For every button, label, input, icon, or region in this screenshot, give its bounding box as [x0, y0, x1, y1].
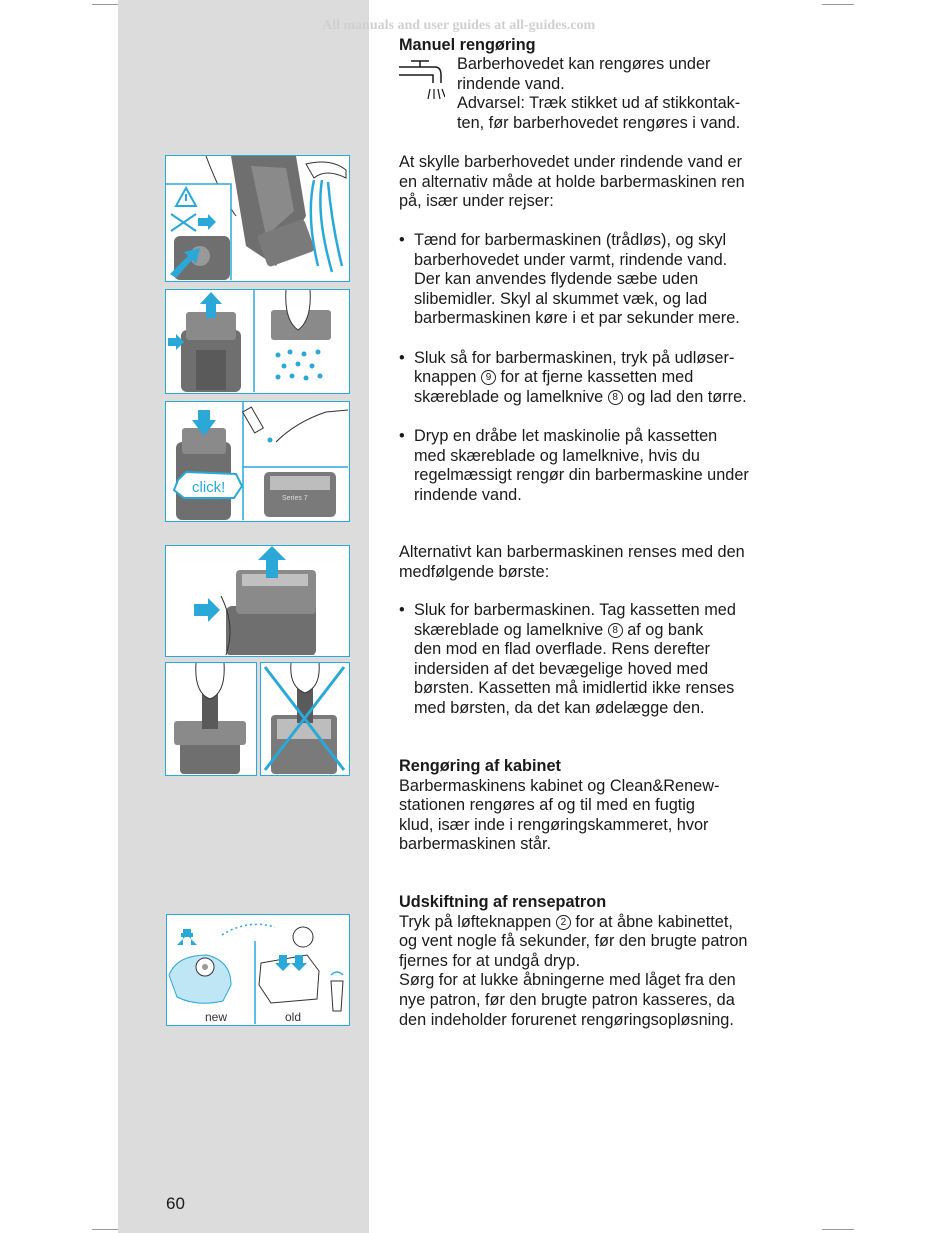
cartridge-line: fjernes for at undgå dryp.: [399, 951, 581, 970]
intro-line: på, især under rejser:: [399, 192, 554, 211]
text-fragment: for at fjerne kassetten med: [496, 368, 694, 387]
figure-tap-cassette: [165, 545, 350, 657]
cabinet-line: stationen rengøres af og til med en fugtig: [399, 796, 695, 815]
figure-remove-cassette: [165, 289, 350, 394]
watermark: All manuals and user guides at all-guides.com: [322, 18, 596, 33]
bullet-item: [399, 349, 799, 408]
brush-intro-line: medfølgende børste:: [399, 562, 550, 581]
cartridge-line: Sørg for at lukke åbningerne med låget fra den: [399, 971, 736, 990]
figure-brush-correct: [165, 662, 257, 776]
tap-line: Advarsel: Træk stikket ud af stikkontak-: [457, 94, 741, 113]
figure-cartridge: [166, 914, 350, 1026]
old-label: old: [285, 1010, 302, 1024]
bullet-line: barbermaskinen køre i et par sekunder mere.: [414, 309, 740, 328]
crop-mark: [822, 4, 854, 5]
cabinet-line: klud, især inde i rengøringskammeret, hvor: [399, 815, 709, 834]
bullet-line: indersiden af det bevægelige hoved med: [414, 659, 709, 678]
cabinet-line: Barbermaskinens kabinet og Clean&Renew-: [399, 776, 720, 795]
intro-paragraph: [399, 153, 799, 212]
cartridge-heading: Udskiftning af rensepatron: [399, 893, 607, 911]
text-fragment: for at åbne kabinettet,: [570, 912, 733, 931]
bullet-line: • Sluk så for barbermaskinen, tryk på udløser-: [414, 348, 735, 367]
part-number-badge: 2: [556, 915, 571, 930]
bullet-line: • Sluk for barbermaskinen. Tag kassetten med: [414, 601, 736, 619]
bullet-item: [399, 601, 799, 719]
bullet-line: med skæreblade og lamelknive, hvis du: [414, 446, 700, 465]
click-label: click!: [192, 479, 226, 496]
figure-rinse: [165, 155, 350, 282]
bullet-line: med børsten, da det kan ødelægge den.: [414, 698, 705, 717]
manual-section: [399, 36, 799, 56]
cartridge-line: den indeholder forurenet rengøringsopløsning.: [399, 1010, 734, 1029]
bullet-line: slibemidler. Skyl al skummet væk, og lad: [414, 289, 708, 308]
part-number-badge: 9: [481, 370, 496, 385]
cartridge-line: og vent nogle få sekunder, før den brugte patron: [399, 932, 748, 951]
text-fragment: skæreblade og lamelknive: [414, 387, 608, 406]
tap-line: ten, før barberhovedet rengøres i vand.: [457, 113, 741, 132]
bullet-line: den mod en flad overflade. Rens derefter: [414, 640, 710, 659]
intro-line: en alternativ måde at holde barbermaskinen ren: [399, 172, 745, 191]
brush-intro-line: Alternativt kan barbermaskinen renses med den: [399, 543, 745, 561]
rinse-bullets: [399, 231, 799, 525]
text-fragment: knappen: [414, 368, 481, 387]
brush-bullets: [399, 601, 799, 738]
tap-text: [457, 55, 797, 133]
bullet-line: • Tænd for barbermaskinen (trådløs), og skyl: [414, 231, 727, 249]
cabinet-section: [399, 757, 799, 855]
bullet-line: regelmæssigt rengør din barbermaskine under: [414, 466, 749, 485]
cartridge-line: nye patron, før den brugte patron kasseres, da: [399, 990, 735, 1009]
cabinet-line: barbermaskinen står.: [399, 835, 552, 854]
tap-line: rindende vand.: [457, 74, 565, 93]
text-fragment: Tryk på løfteknappen: [399, 912, 556, 931]
water-tap-icon: [399, 57, 445, 103]
bullet-line: Der kan anvendes flydende sæbe uden: [414, 270, 699, 289]
crop-mark: [822, 1229, 854, 1230]
figure-brush-wrong: [260, 662, 350, 776]
new-label: new: [205, 1010, 228, 1024]
part-number-badge: 8: [608, 623, 623, 638]
cartridge-section: [399, 893, 799, 1030]
tap-line: Barberhovedet kan rengøres under: [457, 55, 711, 73]
text-fragment: og lad den tørre.: [622, 387, 747, 406]
intro-line: At skylle barberhovedet under rindende vand er: [399, 153, 743, 171]
page-number: 60: [166, 1194, 185, 1213]
bullet-line: [414, 388, 799, 408]
series-label: Series 7: [282, 495, 308, 502]
brush-intro: [399, 543, 799, 582]
figure-oil-click: [165, 401, 350, 522]
bullet-line: [414, 368, 799, 388]
cabinet-heading: Rengøring af kabinet: [399, 757, 561, 775]
text-fragment: af og bank: [622, 620, 704, 639]
bullet-line: [414, 621, 799, 641]
text-fragment: skæreblade og lamelknive: [414, 620, 608, 639]
manual-heading: Manuel rengøring: [399, 36, 536, 54]
cartridge-line: [399, 913, 799, 933]
bullet-line: rindende vand.: [414, 485, 522, 504]
bullet-line: børsten. Kassetten må imidlertid ikke renses: [414, 679, 735, 698]
bullet-item: [399, 427, 799, 505]
bullet-line: • Dryp en dråbe let maskinolie på kassetten: [414, 426, 718, 445]
bullet-item: [399, 231, 799, 329]
part-number-badge: 8: [608, 390, 623, 405]
bullet-line: barberhovedet under varmt, rindende vand.: [414, 250, 728, 269]
